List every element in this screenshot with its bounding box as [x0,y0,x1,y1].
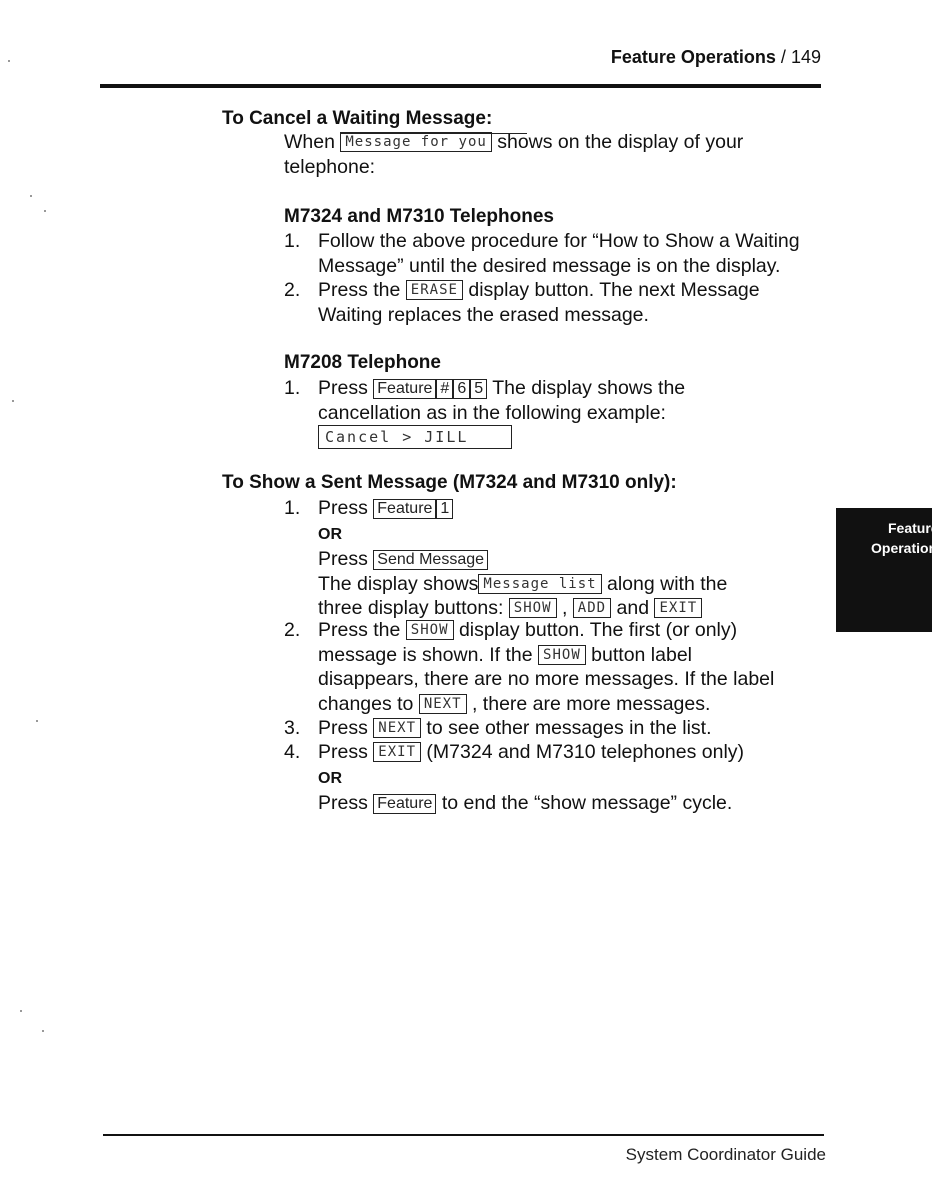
one-key: 1 [436,499,453,519]
scan-speck [12,400,14,402]
step-text-end: display button. The next Message [468,279,760,301]
step-text-line2: Waiting replaces the erased message. [318,303,649,326]
step-text-end: display button. The first (or only) [458,619,738,641]
feature-key: Feature [373,794,436,814]
step-text-line2: cancellation as in the following example: [318,401,666,424]
step-number: 1. [284,230,301,252]
scan-speck [30,195,32,197]
step-text: message is shown. If the [318,643,533,666]
m7324-heading: M7324 and M7310 Telephones [284,206,554,227]
step-text: Follow the above procedure for “How to Show a Waiting [318,230,800,252]
section-title: Feature Operations [610,47,776,67]
step-text: Press [318,717,368,739]
page-header [0,47,821,68]
display-message-list: Message list [478,574,601,594]
scan-speck [8,60,10,62]
step-text: Press the [318,279,401,301]
display-message-for-you: Message for you [340,132,491,152]
and-text: and [616,597,650,619]
display-cancel-jill: Cancel > JILL [318,425,512,449]
header-separator: / [780,47,786,67]
step-number: 2. [284,279,301,301]
scan-speck [20,1010,22,1012]
tab-line2: Operations [871,540,945,556]
step-text: Press [318,792,368,814]
step-text: changes to [318,692,414,715]
step-number: 4. [284,741,301,763]
comma: , [561,597,568,619]
show-step-1 [284,496,844,621]
next-display-button: NEXT [373,718,421,738]
step-text: Press [318,497,368,519]
show-step-3 [284,716,844,741]
intro-line2: telephone: [284,155,376,178]
six-key: 6 [453,379,470,399]
step-text: Press [318,548,368,570]
show-display-button: SHOW [406,620,454,640]
feature-key: Feature [373,499,436,519]
step-text-line3: disappears, there are no more messages. If the label [318,668,775,690]
step-text: three display buttons: [318,597,504,619]
m7208-heading: M7208 Telephone [284,352,441,373]
section-thumb-tab [836,508,945,632]
page-number: 149 [790,47,821,67]
step-text: Press [318,741,368,763]
tab-line1: Feature [888,520,939,536]
step-text-end: along with the [607,572,728,595]
exit-display-button: EXIT [654,598,702,618]
scan-speck [42,1030,44,1032]
step-text-end: to end the “show message” cycle. [441,792,733,814]
footer-rule [103,1134,824,1136]
step-text-line2: Message” until the desired message is on the display. [318,254,781,277]
show-display-button: SHOW [509,598,557,618]
show-step-4 [284,740,844,816]
step-text-end: , there are more messages. [471,692,711,715]
show-step-2 [284,618,844,716]
m7208-step-1 [284,376,844,425]
cancel-title: To Cancel a Waiting Message: [222,108,493,129]
step-number: 1. [284,497,301,519]
step-number: 2. [284,619,301,641]
step-text-end: button label [591,643,693,666]
step-text: The display shows [318,572,479,595]
m7324-step-2 [284,278,844,327]
footer-title: System Coordinator Guide [625,1145,826,1164]
intro-text: When [284,131,335,153]
or-label: OR [318,769,342,787]
erase-display-button: ERASE [406,280,463,300]
hash-key: # [436,379,453,399]
step-text: Press the [318,619,401,641]
step-text-end: The display shows the [492,377,686,399]
step-text: Press [318,377,368,399]
add-display-button: ADD [573,598,611,618]
step-number: 1. [284,377,301,399]
next-display-button: NEXT [419,694,467,714]
show-title: To Show a Sent Message (M7324 and M7310 only): [222,472,677,493]
intro-text-end: shows on the display of your [497,131,744,153]
or-label: OR [318,525,342,543]
step-text-end: to see other messages in the list. [426,717,712,739]
header-rule [100,84,821,88]
send-message-key: Send Message [373,550,488,570]
cancel-intro [284,130,743,179]
exit-display-button: EXIT [373,742,421,762]
five-key: 5 [470,379,487,399]
step-number: 3. [284,717,301,739]
show-display-button: SHOW [538,645,586,665]
step-text-end: (M7324 and M7310 telephones only) [426,741,745,763]
scan-speck [36,720,38,722]
feature-key: Feature [373,379,436,399]
scan-speck [44,210,46,212]
m7324-step-1 [284,229,844,278]
